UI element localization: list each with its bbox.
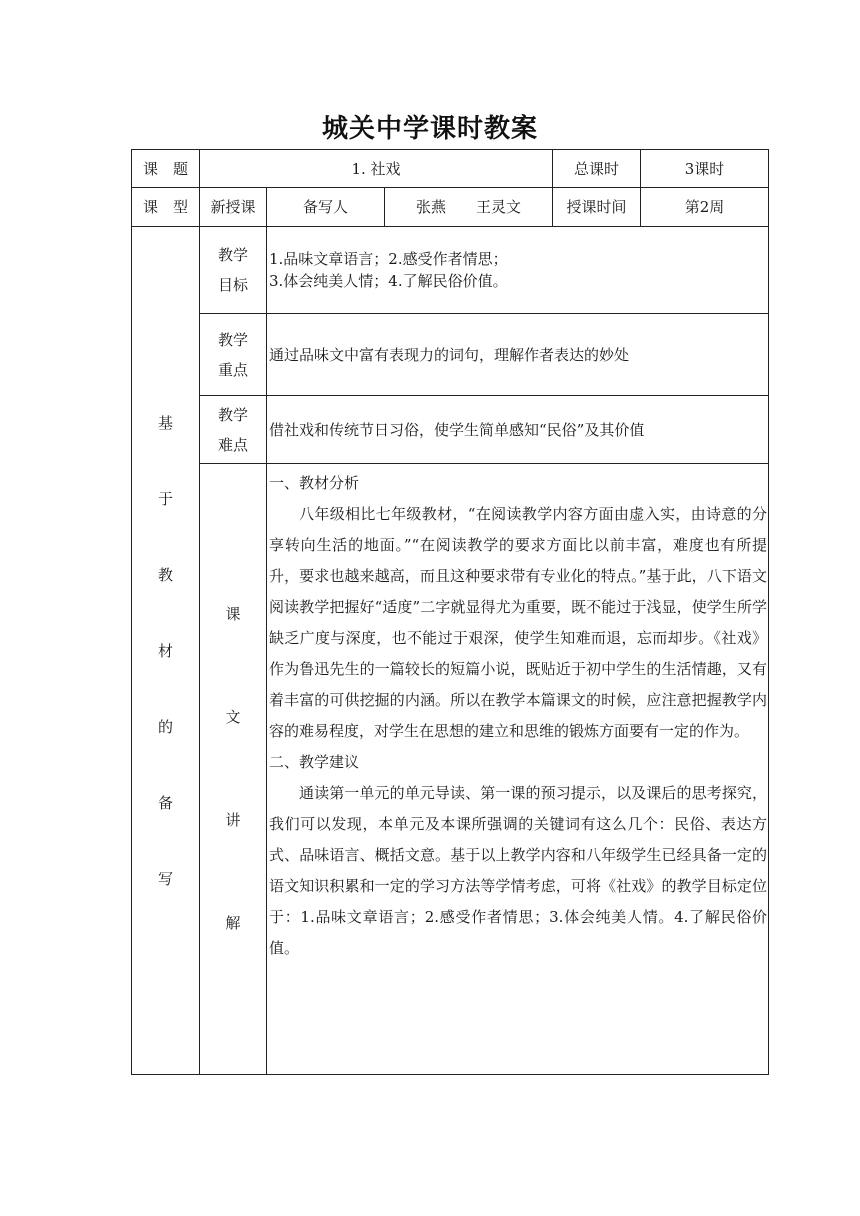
type-row bbox=[132, 188, 769, 227]
topic-label: 课 题 bbox=[132, 150, 200, 188]
page-title: 城关中学课时教案 bbox=[321, 114, 538, 144]
lecture-row bbox=[132, 464, 769, 1075]
heading-suggestions: 二、教学建议 bbox=[269, 753, 360, 771]
total-hours-label: 总课时 bbox=[553, 150, 641, 188]
time-value: 第2周 bbox=[641, 188, 769, 227]
side-label: 基 于 教 材 的 备 写 bbox=[132, 227, 200, 1075]
heading-analysis: 一、教材分析 bbox=[269, 474, 360, 492]
lecture-label: 课 文 讲 解 bbox=[200, 464, 267, 1075]
goals-row bbox=[132, 227, 769, 314]
focus-text: 通过品味文中富有表现力的词句，理解作者表达的妙处 bbox=[267, 314, 769, 396]
difficulty-label: 教学 难点 bbox=[200, 396, 267, 464]
goals-label: 教学 目标 bbox=[200, 227, 267, 314]
difficulty-row bbox=[132, 396, 769, 464]
author-label: 备写人 bbox=[267, 188, 385, 227]
difficulty-text: 借社戏和传统节日习俗，使学生简单感知“民俗”及其价值 bbox=[267, 396, 769, 464]
lesson-plan-table bbox=[131, 149, 769, 1075]
topic-row bbox=[132, 150, 769, 188]
topic-value: 1. 社戏 bbox=[200, 150, 553, 188]
time-label: 授课时间 bbox=[553, 188, 641, 227]
lecture-body bbox=[267, 464, 769, 1075]
paragraph-suggestions: 通读第一单元的单元导读、第一课的预习提示，以及课后的思考探究，我们可以发现，本单元及本课所强调的关键词有这么几个：民俗、表达方式、品味语言、概括文意。基于以上教学内容和八年级学生已经具备一定的语文知识积累和一定的学习方法等学情考虑，可将《社戏》的教学目标定位于：1.品味文章语言；2.感受作者情思；3.体会纯美人情。4.了解民俗价值。 bbox=[269, 784, 768, 957]
total-hours-value: 3课时 bbox=[641, 150, 769, 188]
paragraph-analysis: 八年级相比七年级教材，“在阅读教学内容方面由虚入实，由诗意的分享转向生活的地面。”“在阅读教学的要求方面比以前丰富，难度也有所提升，要求也越来越高，而且这种要求带有专业化的特点。”基于此，八下语文阅读教学把握好“适度”二字就显得尤为重要，既不能过于浅显，使学生所学缺乏广度与深度，也不能过于艰深，使学生知难而退，忘而却步。《社戏》作为鲁迅先生的一篇较长的短篇小说，既贴近于初中学生的生活情趣，又有着丰富的可供挖掘的内涵。所以在教学本篇课文的时候，应注意把握教学内容的难易程度，对学生在思想的建立和思维的锻炼方面要有一定的作为。 bbox=[269, 505, 768, 740]
type-value: 新授课 bbox=[200, 188, 267, 227]
focus-label: 教学 重点 bbox=[200, 314, 267, 396]
focus-row bbox=[132, 314, 769, 396]
goals-text: 1.品味文章语言；2.感受作者情思； 3.体会纯美人情；4.了解民俗价值。 bbox=[267, 227, 769, 314]
author-value: 张燕 王灵文 bbox=[385, 188, 553, 227]
type-label: 课 型 bbox=[132, 188, 200, 227]
